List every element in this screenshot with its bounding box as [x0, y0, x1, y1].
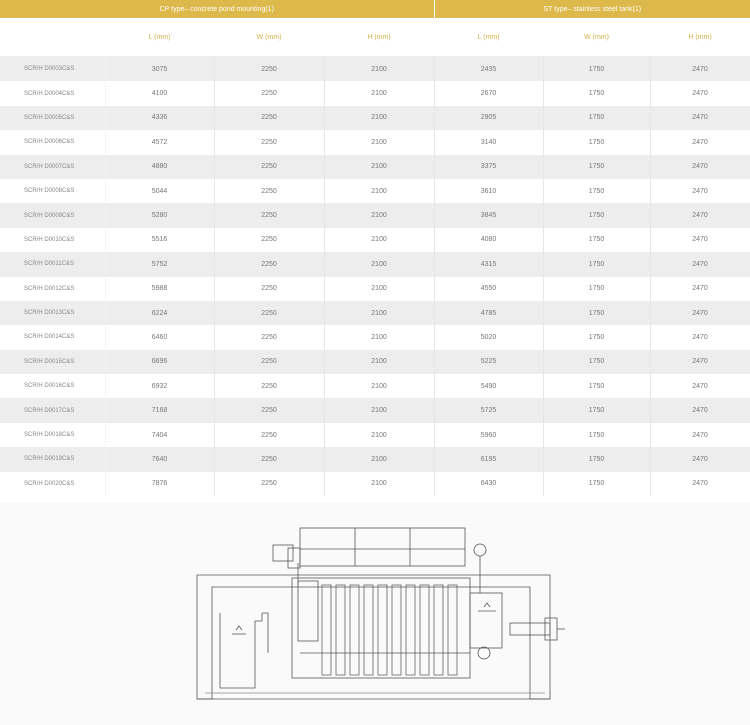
model-cell: SCR/H D0019C&S: [0, 447, 105, 471]
cp-width-header: W (mm): [214, 18, 324, 57]
st-width-cell: 1750: [543, 447, 650, 471]
st-width-cell: 1750: [543, 374, 650, 398]
st-length-cell: 4080: [434, 228, 543, 252]
cp-width-cell: 2250: [214, 277, 324, 301]
outlet-pump: [478, 647, 490, 659]
cp-height-cell: 2100: [324, 106, 434, 130]
cp-width-cell: 2250: [214, 398, 324, 422]
st-length-cell: 5225: [434, 350, 543, 374]
model-cell: SCR/H D0010C&S: [0, 228, 105, 252]
table-row: [0, 447, 750, 471]
st-height-cell: 2470: [650, 155, 750, 179]
model-cell: SCR/H D0015C&S: [0, 350, 105, 374]
cp-type-header: CP type– concrete pond mounting(1): [0, 0, 434, 18]
table-row: [0, 155, 750, 179]
cp-height-cell: 2100: [324, 81, 434, 105]
st-type-header: ST type– stainless steel tank(1): [434, 0, 750, 18]
model-cell: SCR/H D0016C&S: [0, 374, 105, 398]
st-height-cell: 2470: [650, 130, 750, 154]
cp-height-header: H (mm): [324, 18, 434, 57]
st-height-cell: 2470: [650, 203, 750, 227]
discharge-tank: [470, 593, 502, 648]
st-width-cell: 1750: [543, 130, 650, 154]
equipment-drawing: [0, 503, 750, 725]
st-length-cell: 3140: [434, 130, 543, 154]
st-height-cell: 2470: [650, 179, 750, 203]
model-cell: SCR/H D0020C&S: [0, 472, 105, 496]
table-row: [0, 374, 750, 398]
model-cell: SCR/H D0006C&S: [0, 130, 105, 154]
st-length-header: L (mm): [434, 18, 543, 57]
st-length-cell: 2905: [434, 106, 543, 130]
st-height-cell: 2470: [650, 472, 750, 496]
st-height-cell: 2470: [650, 228, 750, 252]
concrete-pond-outline: [197, 575, 550, 699]
cp-width-cell: 2250: [214, 350, 324, 374]
st-width-cell: 1750: [543, 203, 650, 227]
st-height-cell: 2470: [650, 398, 750, 422]
st-length-cell: 2435: [434, 57, 543, 82]
cp-length-cell: 7876: [105, 472, 214, 496]
st-width-cell: 1750: [543, 277, 650, 301]
st-width-cell: 1750: [543, 252, 650, 276]
cp-length-cell: 6932: [105, 374, 214, 398]
st-length-cell: 4785: [434, 301, 543, 325]
top-cover: [300, 528, 465, 566]
st-length-cell: 2670: [434, 81, 543, 105]
st-length-cell: 3610: [434, 179, 543, 203]
cp-height-cell: 2100: [324, 277, 434, 301]
cp-height-cell: 2100: [324, 447, 434, 471]
cp-length-cell: 7404: [105, 423, 214, 447]
st-width-cell: 1750: [543, 350, 650, 374]
st-height-header: H (mm): [650, 18, 750, 57]
st-width-cell: 1750: [543, 81, 650, 105]
st-height-cell: 2470: [650, 350, 750, 374]
cp-width-cell: 2250: [214, 374, 324, 398]
water-level-marker-right: [484, 603, 490, 607]
table-body: [0, 57, 750, 497]
cp-height-cell: 2100: [324, 350, 434, 374]
cp-width-cell: 2250: [214, 228, 324, 252]
st-height-cell: 2470: [650, 301, 750, 325]
cp-length-cell: 5988: [105, 277, 214, 301]
table-row: [0, 179, 750, 203]
cp-height-cell: 2100: [324, 203, 434, 227]
table-row: [0, 228, 750, 252]
cp-length-cell: 5752: [105, 252, 214, 276]
st-height-cell: 2470: [650, 277, 750, 301]
cp-height-cell: 2100: [324, 472, 434, 496]
st-width-cell: 1750: [543, 472, 650, 496]
cp-width-cell: 2250: [214, 179, 324, 203]
st-height-cell: 2470: [650, 106, 750, 130]
table-row: [0, 472, 750, 496]
cp-height-cell: 2100: [324, 325, 434, 349]
table-row: [0, 398, 750, 422]
cp-height-cell: 2100: [324, 130, 434, 154]
water-level-marker-left: [236, 626, 242, 630]
cp-height-cell: 2100: [324, 155, 434, 179]
filter-plates: [322, 585, 457, 675]
filter-unit-diagram: [0, 503, 750, 725]
model-cell: SCR/H D0004C&S: [0, 81, 105, 105]
model-column-header: [0, 18, 105, 57]
motor-left: [273, 545, 293, 561]
cp-length-cell: 4100: [105, 81, 214, 105]
cp-length-cell: 5280: [105, 203, 214, 227]
cp-length-cell: 7168: [105, 398, 214, 422]
st-width-cell: 1750: [543, 106, 650, 130]
cp-length-cell: 3075: [105, 57, 214, 82]
st-length-cell: 4315: [434, 252, 543, 276]
st-height-cell: 2470: [650, 252, 750, 276]
st-length-cell: 5960: [434, 423, 543, 447]
st-width-cell: 1750: [543, 57, 650, 82]
cp-length-cell: 4880: [105, 155, 214, 179]
model-cell: SCR/H D0007C&S: [0, 155, 105, 179]
cp-height-cell: 2100: [324, 252, 434, 276]
table-row: [0, 106, 750, 130]
st-width-cell: 1750: [543, 179, 650, 203]
filter-header: [298, 581, 318, 641]
st-width-cell: 1750: [543, 228, 650, 252]
st-length-cell: 3845: [434, 203, 543, 227]
table-row: [0, 81, 750, 105]
table-row: [0, 203, 750, 227]
st-height-cell: 2470: [650, 423, 750, 447]
cp-length-cell: 4336: [105, 106, 214, 130]
model-cell: SCR/H D0017C&S: [0, 398, 105, 422]
st-width-cell: 1750: [543, 423, 650, 447]
cp-width-cell: 2250: [214, 57, 324, 82]
st-length-cell: 5725: [434, 398, 543, 422]
st-width-cell: 1750: [543, 155, 650, 179]
st-height-cell: 2470: [650, 325, 750, 349]
cp-width-cell: 2250: [214, 203, 324, 227]
model-cell: SCR/H D0009C&S: [0, 203, 105, 227]
table-row: [0, 277, 750, 301]
cp-width-cell: 2250: [214, 423, 324, 447]
cp-width-cell: 2250: [214, 81, 324, 105]
cp-height-cell: 2100: [324, 374, 434, 398]
cp-height-cell: 2100: [324, 398, 434, 422]
st-length-cell: 4550: [434, 277, 543, 301]
cp-width-cell: 2250: [214, 252, 324, 276]
cp-width-cell: 2250: [214, 325, 324, 349]
inlet-pipe: [262, 613, 268, 653]
cp-height-cell: 2100: [324, 57, 434, 82]
cp-length-cell: 5044: [105, 179, 214, 203]
model-cell: SCR/H D0013C&S: [0, 301, 105, 325]
cp-width-cell: 2250: [214, 447, 324, 471]
st-height-cell: 2470: [650, 374, 750, 398]
st-width-header: W (mm): [543, 18, 650, 57]
table-row: [0, 252, 750, 276]
cp-length-header: L (mm): [105, 18, 214, 57]
table-row: [0, 350, 750, 374]
st-width-cell: 1750: [543, 301, 650, 325]
st-height-cell: 2470: [650, 81, 750, 105]
model-cell: SCR/H D0018C&S: [0, 423, 105, 447]
st-length-cell: 5490: [434, 374, 543, 398]
table-row: [0, 423, 750, 447]
cp-length-cell: 5516: [105, 228, 214, 252]
cp-height-cell: 2100: [324, 423, 434, 447]
cp-width-cell: 2250: [214, 106, 324, 130]
cp-height-cell: 2100: [324, 179, 434, 203]
model-cell: SCR/H D0011C&S: [0, 252, 105, 276]
cp-height-cell: 2100: [324, 228, 434, 252]
model-cell: SCR/H D0003C&S: [0, 57, 105, 82]
cp-length-cell: 6460: [105, 325, 214, 349]
model-cell: SCR/H D0012C&S: [0, 277, 105, 301]
st-width-cell: 1750: [543, 398, 650, 422]
st-width-cell: 1750: [543, 325, 650, 349]
model-cell: SCR/H D0005C&S: [0, 106, 105, 130]
cp-width-cell: 2250: [214, 472, 324, 496]
valve-top: [474, 544, 486, 556]
st-height-cell: 2470: [650, 447, 750, 471]
model-cell: SCR/H D0008C&S: [0, 179, 105, 203]
cp-length-cell: 6224: [105, 301, 214, 325]
cp-length-cell: 6696: [105, 350, 214, 374]
st-length-cell: 3375: [434, 155, 543, 179]
cp-width-cell: 2250: [214, 130, 324, 154]
inlet-channel: [220, 613, 262, 688]
st-length-cell: 6195: [434, 447, 543, 471]
st-length-cell: 5020: [434, 325, 543, 349]
cp-length-cell: 7640: [105, 447, 214, 471]
cp-length-cell: 4572: [105, 130, 214, 154]
st-length-cell: 6430: [434, 472, 543, 496]
st-height-cell: 2470: [650, 57, 750, 82]
cp-height-cell: 2100: [324, 301, 434, 325]
table-row: [0, 57, 750, 82]
cp-width-cell: 2250: [214, 155, 324, 179]
table-row: [0, 325, 750, 349]
model-cell: SCR/H D0014C&S: [0, 325, 105, 349]
outlet-flange: [545, 618, 557, 640]
cp-width-cell: 2250: [214, 301, 324, 325]
table-row: [0, 130, 750, 154]
table-row: [0, 301, 750, 325]
